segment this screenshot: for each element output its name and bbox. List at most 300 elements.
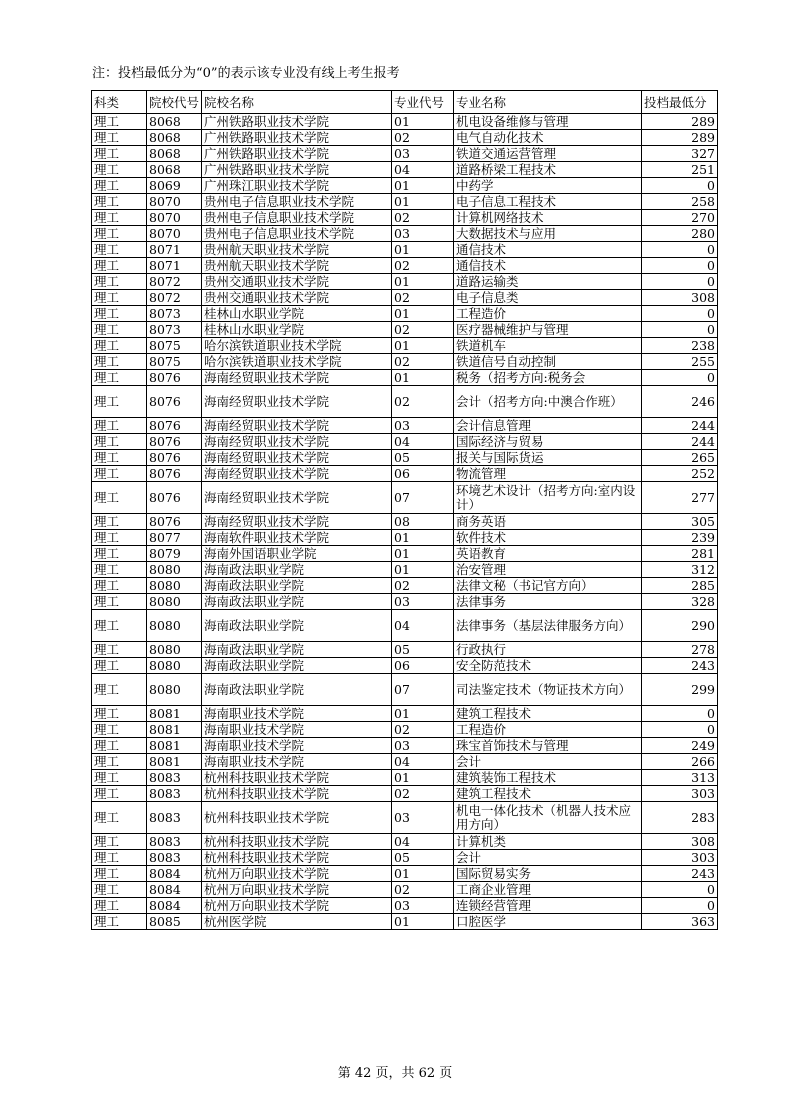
major-name-cell: 珠宝首饰技术与管理 (454, 738, 642, 754)
major-name-cell: 电子信息类 (454, 290, 642, 306)
min-score-cell: 252 (642, 466, 718, 482)
school-name-cell: 杭州万向职业技术学院 (202, 898, 392, 914)
major-name-cell: 治安管理 (454, 562, 642, 578)
school-code-cell: 8083 (147, 834, 202, 850)
major-name-cell: 建筑工程技术 (454, 786, 642, 802)
school-code-cell: 8070 (147, 226, 202, 242)
min-score-cell: 308 (642, 834, 718, 850)
min-score-cell: 255 (642, 354, 718, 370)
category-cell: 理工 (92, 514, 147, 530)
school-name-cell: 杭州科技职业技术学院 (202, 770, 392, 786)
school-code-cell: 8085 (147, 914, 202, 930)
school-name-cell: 海南经贸职业技术学院 (202, 418, 392, 434)
school-name-cell: 桂林山水职业学院 (202, 306, 392, 322)
min-score-cell: 289 (642, 130, 718, 146)
header-min-score: 投档最低分 (642, 91, 718, 114)
school-name-cell: 海南经贸职业技术学院 (202, 482, 392, 514)
school-name-cell: 杭州科技职业技术学院 (202, 786, 392, 802)
school-name-cell: 杭州医学院 (202, 914, 392, 930)
table-row (92, 466, 718, 482)
school-name-cell: 广州铁路职业技术学院 (202, 114, 392, 130)
category-cell: 理工 (92, 370, 147, 386)
school-name-cell: 海南职业技术学院 (202, 738, 392, 754)
school-name-cell: 海南经贸职业技术学院 (202, 370, 392, 386)
min-score-cell: 327 (642, 146, 718, 162)
major-name-cell: 国际经济与贸易 (454, 434, 642, 450)
major-name-cell: 铁道交通运营管理 (454, 146, 642, 162)
category-cell: 理工 (92, 418, 147, 434)
table-row (92, 338, 718, 354)
major-code-cell: 04 (392, 834, 454, 850)
category-cell: 理工 (92, 466, 147, 482)
major-code-cell: 06 (392, 466, 454, 482)
major-name-cell: 税务（招考方向:税务会 (454, 370, 642, 386)
school-name-cell: 海南职业技术学院 (202, 706, 392, 722)
table-row (92, 242, 718, 258)
min-score-cell: 303 (642, 850, 718, 866)
category-cell: 理工 (92, 434, 147, 450)
min-score-cell: 285 (642, 578, 718, 594)
major-name-cell: 铁道信号自动控制 (454, 354, 642, 370)
table-row (92, 834, 718, 850)
table-row (92, 146, 718, 162)
category-cell: 理工 (92, 658, 147, 674)
major-name-cell: 电子信息工程技术 (454, 194, 642, 210)
school-code-cell: 8072 (147, 274, 202, 290)
school-code-cell: 8076 (147, 514, 202, 530)
header-school-code: 院校代号 (147, 91, 202, 114)
major-code-cell: 01 (392, 562, 454, 578)
school-name-cell: 海南经贸职业技术学院 (202, 514, 392, 530)
min-score-cell: 278 (642, 642, 718, 658)
table-row (92, 482, 718, 514)
min-score-cell: 0 (642, 882, 718, 898)
table-row (92, 674, 718, 706)
category-cell: 理工 (92, 178, 147, 194)
major-code-cell: 01 (392, 914, 454, 930)
school-code-cell: 8081 (147, 722, 202, 738)
table-row (92, 594, 718, 610)
category-cell: 理工 (92, 290, 147, 306)
school-code-cell: 8076 (147, 450, 202, 466)
school-code-cell: 8084 (147, 866, 202, 882)
table-row (92, 898, 718, 914)
min-score-cell: 0 (642, 370, 718, 386)
school-code-cell: 8079 (147, 546, 202, 562)
major-name-cell: 法律文秘（书记官方向） (454, 578, 642, 594)
school-name-cell: 哈尔滨铁道职业技术学院 (202, 354, 392, 370)
school-code-cell: 8073 (147, 306, 202, 322)
school-code-cell: 8083 (147, 786, 202, 802)
major-name-cell: 中药学 (454, 178, 642, 194)
category-cell: 理工 (92, 578, 147, 594)
major-code-cell: 03 (392, 418, 454, 434)
min-score-cell: 305 (642, 514, 718, 530)
category-cell: 理工 (92, 754, 147, 770)
school-name-cell: 广州铁路职业技术学院 (202, 162, 392, 178)
major-name-cell: 机电设备维修与管理 (454, 114, 642, 130)
school-name-cell: 贵州电子信息职业技术学院 (202, 194, 392, 210)
major-code-cell: 01 (392, 114, 454, 130)
school-code-cell: 8075 (147, 338, 202, 354)
category-cell: 理工 (92, 354, 147, 370)
major-name-cell: 软件技术 (454, 530, 642, 546)
major-code-cell: 07 (392, 674, 454, 706)
table-row (92, 754, 718, 770)
major-code-cell: 01 (392, 274, 454, 290)
major-code-cell: 01 (392, 178, 454, 194)
table-row (92, 162, 718, 178)
table-row (92, 290, 718, 306)
school-name-cell: 贵州交通职业技术学院 (202, 274, 392, 290)
major-code-cell: 04 (392, 162, 454, 178)
major-name-cell: 医疗器械维护与管理 (454, 322, 642, 338)
school-name-cell: 海南政法职业学院 (202, 578, 392, 594)
major-code-cell: 06 (392, 658, 454, 674)
table-row (92, 178, 718, 194)
table-row (92, 658, 718, 674)
school-code-cell: 8076 (147, 434, 202, 450)
school-code-cell: 8073 (147, 322, 202, 338)
table-row (92, 130, 718, 146)
category-cell: 理工 (92, 546, 147, 562)
table-row (92, 546, 718, 562)
school-name-cell: 海南经贸职业技术学院 (202, 434, 392, 450)
category-cell: 理工 (92, 722, 147, 738)
table-row (92, 306, 718, 322)
major-name-cell: 环境艺术设计（招考方向:室内设计） (454, 482, 642, 514)
category-cell: 理工 (92, 882, 147, 898)
major-name-cell: 报关与国际货运 (454, 450, 642, 466)
min-score-cell: 289 (642, 114, 718, 130)
major-name-cell: 建筑装饰工程技术 (454, 770, 642, 786)
major-code-cell: 01 (392, 194, 454, 210)
school-code-cell: 8084 (147, 898, 202, 914)
min-score-cell: 266 (642, 754, 718, 770)
major-name-cell: 国际贸易实务 (454, 866, 642, 882)
school-name-cell: 海南软件职业技术学院 (202, 530, 392, 546)
category-cell: 理工 (92, 274, 147, 290)
major-code-cell: 04 (392, 434, 454, 450)
table-row (92, 722, 718, 738)
category-cell: 理工 (92, 306, 147, 322)
table-row (92, 642, 718, 658)
school-code-cell: 8084 (147, 882, 202, 898)
school-code-cell: 8080 (147, 594, 202, 610)
school-code-cell: 8083 (147, 802, 202, 834)
major-code-cell: 05 (392, 450, 454, 466)
major-name-cell: 工程造价 (454, 722, 642, 738)
major-code-cell: 02 (392, 578, 454, 594)
major-name-cell: 连锁经营管理 (454, 898, 642, 914)
major-code-cell: 01 (392, 706, 454, 722)
category-cell: 理工 (92, 130, 147, 146)
table-body (92, 114, 718, 930)
major-name-cell: 口腔医学 (454, 914, 642, 930)
school-name-cell: 海南职业技术学院 (202, 754, 392, 770)
table-row (92, 786, 718, 802)
min-score-cell: 281 (642, 546, 718, 562)
school-name-cell: 海南政法职业学院 (202, 658, 392, 674)
school-name-cell: 贵州航天职业技术学院 (202, 242, 392, 258)
major-code-cell: 01 (392, 242, 454, 258)
category-cell: 理工 (92, 786, 147, 802)
school-code-cell: 8070 (147, 194, 202, 210)
school-name-cell: 海南政法职业学院 (202, 562, 392, 578)
table-row (92, 610, 718, 642)
table-row (92, 562, 718, 578)
category-cell: 理工 (92, 770, 147, 786)
category-cell: 理工 (92, 850, 147, 866)
min-score-cell: 303 (642, 786, 718, 802)
min-score-cell: 0 (642, 178, 718, 194)
header-category: 科类 (92, 91, 147, 114)
major-name-cell: 道路桥梁工程技术 (454, 162, 642, 178)
school-code-cell: 8069 (147, 178, 202, 194)
min-score-cell: 238 (642, 338, 718, 354)
school-name-cell: 广州铁路职业技术学院 (202, 146, 392, 162)
major-code-cell: 01 (392, 866, 454, 882)
min-score-cell: 280 (642, 226, 718, 242)
school-name-cell: 桂林山水职业学院 (202, 322, 392, 338)
category-cell: 理工 (92, 450, 147, 466)
table-row (92, 258, 718, 274)
table-row (92, 434, 718, 450)
school-code-cell: 8071 (147, 258, 202, 274)
table-row (92, 418, 718, 434)
major-code-cell: 03 (392, 226, 454, 242)
major-name-cell: 工程造价 (454, 306, 642, 322)
school-code-cell: 8080 (147, 642, 202, 658)
school-code-cell: 8076 (147, 418, 202, 434)
table-row (92, 274, 718, 290)
major-code-cell: 03 (392, 802, 454, 834)
school-name-cell: 海南政法职业学院 (202, 642, 392, 658)
school-name-cell: 海南政法职业学院 (202, 610, 392, 642)
min-score-cell: 363 (642, 914, 718, 930)
min-score-cell: 249 (642, 738, 718, 754)
table-row (92, 578, 718, 594)
school-code-cell: 8081 (147, 754, 202, 770)
table-row (92, 210, 718, 226)
school-code-cell: 8081 (147, 738, 202, 754)
category-cell: 理工 (92, 226, 147, 242)
school-code-cell: 8080 (147, 610, 202, 642)
header-school-name: 院校名称 (202, 91, 392, 114)
min-score-cell: 0 (642, 322, 718, 338)
major-name-cell: 计算机类 (454, 834, 642, 850)
school-code-cell: 8070 (147, 210, 202, 226)
table-row (92, 450, 718, 466)
school-code-cell: 8080 (147, 578, 202, 594)
min-score-cell: 313 (642, 770, 718, 786)
category-cell: 理工 (92, 834, 147, 850)
major-code-cell: 03 (392, 594, 454, 610)
category-cell: 理工 (92, 114, 147, 130)
category-cell: 理工 (92, 562, 147, 578)
major-code-cell: 02 (392, 786, 454, 802)
major-name-cell: 会计 (454, 754, 642, 770)
min-score-cell: 244 (642, 434, 718, 450)
major-name-cell: 会计信息管理 (454, 418, 642, 434)
category-cell: 理工 (92, 610, 147, 642)
major-name-cell: 通信技术 (454, 242, 642, 258)
major-code-cell: 02 (392, 882, 454, 898)
table-row (92, 914, 718, 930)
min-score-cell: 0 (642, 706, 718, 722)
category-cell: 理工 (92, 162, 147, 178)
major-name-cell: 道路运输类 (454, 274, 642, 290)
school-code-cell: 8071 (147, 242, 202, 258)
min-score-cell: 290 (642, 610, 718, 642)
min-score-cell: 283 (642, 802, 718, 834)
school-name-cell: 杭州科技职业技术学院 (202, 834, 392, 850)
major-code-cell: 01 (392, 306, 454, 322)
major-code-cell: 04 (392, 754, 454, 770)
school-code-cell: 8083 (147, 770, 202, 786)
header-major-code: 专业代号 (392, 91, 454, 114)
school-code-cell: 8076 (147, 482, 202, 514)
min-score-cell: 328 (642, 594, 718, 610)
category-cell: 理工 (92, 530, 147, 546)
min-score-cell: 299 (642, 674, 718, 706)
min-score-cell: 246 (642, 386, 718, 418)
major-code-cell: 02 (392, 130, 454, 146)
table-row (92, 386, 718, 418)
category-cell: 理工 (92, 146, 147, 162)
school-code-cell: 8068 (147, 162, 202, 178)
major-code-cell: 02 (392, 354, 454, 370)
min-score-cell: 312 (642, 562, 718, 578)
category-cell: 理工 (92, 674, 147, 706)
school-code-cell: 8077 (147, 530, 202, 546)
major-code-cell: 01 (392, 338, 454, 354)
major-name-cell: 物流管理 (454, 466, 642, 482)
min-score-cell: 0 (642, 258, 718, 274)
school-name-cell: 贵州航天职业技术学院 (202, 258, 392, 274)
major-name-cell: 法律事务（基层法律服务方向） (454, 610, 642, 642)
table-row (92, 738, 718, 754)
major-name-cell: 铁道机车 (454, 338, 642, 354)
school-name-cell: 哈尔滨铁道职业技术学院 (202, 338, 392, 354)
table-note: 注：投档最低分为“0”的表示该专业没有线上考生报考 (92, 66, 400, 81)
school-name-cell: 海南政法职业学院 (202, 594, 392, 610)
table-row (92, 530, 718, 546)
category-cell: 理工 (92, 482, 147, 514)
category-cell: 理工 (92, 594, 147, 610)
major-code-cell: 02 (392, 258, 454, 274)
school-code-cell: 8068 (147, 114, 202, 130)
major-code-cell: 05 (392, 850, 454, 866)
school-name-cell: 海南经贸职业技术学院 (202, 386, 392, 418)
major-code-cell: 03 (392, 898, 454, 914)
school-name-cell: 贵州电子信息职业技术学院 (202, 210, 392, 226)
major-code-cell: 07 (392, 482, 454, 514)
major-code-cell: 05 (392, 642, 454, 658)
school-code-cell: 8076 (147, 370, 202, 386)
min-score-cell: 265 (642, 450, 718, 466)
category-cell: 理工 (92, 914, 147, 930)
major-code-cell: 02 (392, 210, 454, 226)
school-name-cell: 海南经贸职业技术学院 (202, 450, 392, 466)
school-code-cell: 8083 (147, 850, 202, 866)
major-name-cell: 商务英语 (454, 514, 642, 530)
major-name-cell: 工商企业管理 (454, 882, 642, 898)
min-score-cell: 0 (642, 306, 718, 322)
table-row (92, 370, 718, 386)
min-score-cell: 0 (642, 898, 718, 914)
major-code-cell: 04 (392, 610, 454, 642)
school-name-cell: 杭州万向职业技术学院 (202, 866, 392, 882)
category-cell: 理工 (92, 210, 147, 226)
table-row (92, 882, 718, 898)
school-code-cell: 8080 (147, 658, 202, 674)
major-name-cell: 建筑工程技术 (454, 706, 642, 722)
table-row (92, 354, 718, 370)
major-name-cell: 会计（招考方向:中澳合作班） (454, 386, 642, 418)
min-score-cell: 258 (642, 194, 718, 210)
min-score-cell: 308 (642, 290, 718, 306)
category-cell: 理工 (92, 338, 147, 354)
major-code-cell: 03 (392, 146, 454, 162)
min-score-cell: 0 (642, 722, 718, 738)
table-row (92, 866, 718, 882)
major-name-cell: 安全防范技术 (454, 658, 642, 674)
school-name-cell: 海南职业技术学院 (202, 722, 392, 738)
major-name-cell: 电气自动化技术 (454, 130, 642, 146)
major-code-cell: 01 (392, 770, 454, 786)
school-code-cell: 8076 (147, 386, 202, 418)
min-score-cell: 270 (642, 210, 718, 226)
category-cell: 理工 (92, 866, 147, 882)
major-name-cell: 计算机网络技术 (454, 210, 642, 226)
table-row (92, 322, 718, 338)
major-code-cell: 02 (392, 290, 454, 306)
school-code-cell: 8080 (147, 562, 202, 578)
school-name-cell: 海南经贸职业技术学院 (202, 466, 392, 482)
school-code-cell: 8076 (147, 466, 202, 482)
school-name-cell: 广州铁路职业技术学院 (202, 130, 392, 146)
school-code-cell: 8081 (147, 706, 202, 722)
school-name-cell: 海南外国语职业学院 (202, 546, 392, 562)
category-cell: 理工 (92, 738, 147, 754)
table-row (92, 114, 718, 130)
category-cell: 理工 (92, 706, 147, 722)
category-cell: 理工 (92, 898, 147, 914)
school-name-cell: 贵州交通职业技术学院 (202, 290, 392, 306)
school-name-cell: 广州珠江职业技术学院 (202, 178, 392, 194)
school-code-cell: 8080 (147, 674, 202, 706)
min-score-cell: 244 (642, 418, 718, 434)
category-cell: 理工 (92, 642, 147, 658)
school-code-cell: 8072 (147, 290, 202, 306)
table-row (92, 850, 718, 866)
major-name-cell: 行政执行 (454, 642, 642, 658)
major-code-cell: 01 (392, 370, 454, 386)
table-row (92, 802, 718, 834)
table-row (92, 770, 718, 786)
major-code-cell: 02 (392, 386, 454, 418)
major-code-cell: 01 (392, 546, 454, 562)
category-cell: 理工 (92, 258, 147, 274)
category-cell: 理工 (92, 242, 147, 258)
major-code-cell: 02 (392, 722, 454, 738)
major-code-cell: 08 (392, 514, 454, 530)
min-score-cell: 239 (642, 530, 718, 546)
major-code-cell: 03 (392, 738, 454, 754)
table-header-row (92, 91, 718, 114)
min-score-cell: 243 (642, 658, 718, 674)
